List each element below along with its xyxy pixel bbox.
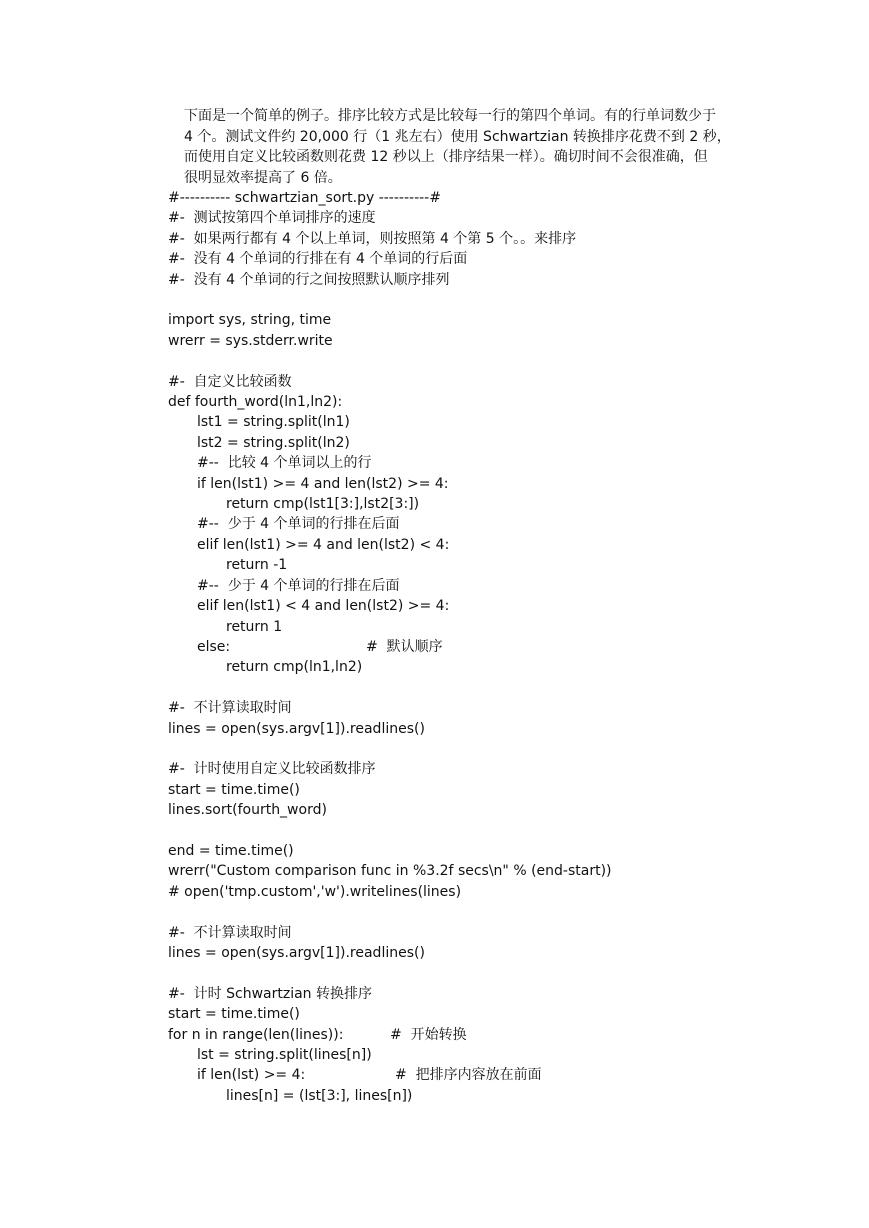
code-text: for n in range(len(lines)): xyxy=(168,1026,344,1043)
code-line xyxy=(168,249,828,269)
code-line xyxy=(168,780,828,800)
code-text: lst1 = string.split(ln1) xyxy=(197,414,350,431)
code-text: start = time.time() xyxy=(168,781,300,798)
code-line xyxy=(168,514,828,534)
code-text: #- 计时 Schwartzian 转换排序 xyxy=(168,985,373,1002)
code-text: #- 不计算读取时间 xyxy=(168,700,292,717)
code-line xyxy=(168,433,828,453)
code-text: end = time.time() xyxy=(168,842,294,859)
code-line xyxy=(168,229,828,249)
code-text: if len(lst1) >= 4 and len(lst2) >= 4: xyxy=(197,475,449,492)
blank-line xyxy=(168,351,828,371)
code-text: return cmp(lst1[3:],lst2[3:]) xyxy=(226,496,420,513)
code-text: #- 如果两行都有 4 个以上单词，则按照第 4 个第 5 个。。来排序 xyxy=(168,230,577,247)
code-text: elif len(lst1) < 4 and len(lst2) >= 4: xyxy=(197,598,450,615)
code-line xyxy=(168,392,828,412)
code-line xyxy=(168,494,828,514)
inline-comment: # 把排序内容放在前面 xyxy=(395,1067,542,1084)
code-line xyxy=(168,474,828,494)
intro-line: 而使用自定义比较函数则花费 12 秒以上（排序结果一样）。确切时间不会很准确，但 xyxy=(184,149,708,165)
code-line xyxy=(168,923,828,943)
code-text: elif len(lst1) >= 4 and len(lst2) < 4: xyxy=(197,536,450,553)
code-text: #- 自定义比较函数 xyxy=(168,373,292,390)
code-text: #- 测试按第四个单词排序的速度 xyxy=(168,210,376,227)
code-listing xyxy=(168,188,828,1106)
code-line xyxy=(168,882,828,902)
code-line xyxy=(168,331,828,351)
code-line xyxy=(168,984,828,1004)
code-text: # open('tmp.custom','w').writelines(lines) xyxy=(168,883,462,900)
intro-line: 下面是一个简单的例子。排序比较方式是比较每一行的第四个单词。有的行单词数少于 xyxy=(184,108,716,124)
code-line xyxy=(168,188,828,208)
code-text: #- 计时使用自定义比较函数排序 xyxy=(168,761,376,778)
blank-line xyxy=(168,290,828,310)
code-line xyxy=(168,943,828,963)
intro-paragraph xyxy=(184,106,744,188)
code-line xyxy=(168,861,828,881)
intro-line: 很明显效率提高了 6 倍。 xyxy=(184,169,342,186)
code-line xyxy=(168,637,828,657)
code-text: import sys, string, time xyxy=(168,312,332,329)
code-text: #- 没有 4 个单词的行之间按照默认顺序排列 xyxy=(168,271,450,288)
code-text: def fourth_word(ln1,ln2): xyxy=(168,394,343,411)
code-text: return 1 xyxy=(226,618,283,635)
code-text: if len(lst) >= 4: xyxy=(197,1067,306,1084)
code-text: else: xyxy=(197,638,231,655)
code-line xyxy=(168,1004,828,1024)
code-line xyxy=(168,1065,828,1085)
blank-line xyxy=(168,678,828,698)
code-text: lines[n] = (lst[3:], lines[n]) xyxy=(226,1087,413,1104)
code-text: wrerr = sys.stderr.write xyxy=(168,332,333,349)
code-text: lines = open(sys.argv[1]).readlines() xyxy=(168,720,425,737)
code-text: #---------- schwartzian_sort.py ----------# xyxy=(168,190,441,206)
blank-line xyxy=(168,902,828,922)
code-line xyxy=(168,270,828,290)
code-text: lst2 = string.split(ln2) xyxy=(197,434,350,451)
code-line xyxy=(168,657,828,677)
code-text: lst = string.split(lines[n]) xyxy=(197,1046,372,1063)
inline-comment: # 默认顺序 xyxy=(366,638,443,655)
code-line xyxy=(168,310,828,330)
code-line xyxy=(168,841,828,861)
code-line xyxy=(168,372,828,392)
code-line xyxy=(168,719,828,739)
blank-line xyxy=(168,739,828,759)
code-line xyxy=(168,617,828,637)
code-line xyxy=(168,208,828,228)
inline-comment: # 开始转换 xyxy=(390,1026,467,1043)
blank-line xyxy=(168,963,828,983)
code-line xyxy=(168,596,828,616)
code-line xyxy=(168,535,828,555)
code-line xyxy=(168,800,828,820)
code-line xyxy=(168,1025,828,1045)
code-line xyxy=(168,759,828,779)
code-line xyxy=(168,453,828,473)
blank-line xyxy=(168,821,828,841)
code-text: lines.sort(fourth_word) xyxy=(168,802,327,819)
code-text: #-- 少于 4 个单词的行排在后面 xyxy=(197,516,400,533)
code-text: return -1 xyxy=(226,557,288,574)
code-text: #- 不计算读取时间 xyxy=(168,924,292,941)
code-text: lines = open(sys.argv[1]).readlines() xyxy=(168,944,425,961)
code-text: return cmp(ln1,ln2) xyxy=(226,659,363,676)
code-text: wrerr("Custom comparison func in %3.2f secs\n" % (end-start)) xyxy=(168,863,612,880)
code-text: start = time.time() xyxy=(168,1006,300,1023)
code-text: #-- 少于 4 个单词的行排在后面 xyxy=(197,577,400,594)
code-line xyxy=(168,412,828,432)
code-line xyxy=(168,1086,828,1106)
code-line xyxy=(168,555,828,575)
code-text: #-- 比较 4 个单词以上的行 xyxy=(197,455,372,472)
code-line xyxy=(168,698,828,718)
code-line xyxy=(168,1045,828,1065)
code-text: #- 没有 4 个单词的行排在有 4 个单词的行后面 xyxy=(168,251,468,268)
code-line xyxy=(168,576,828,596)
intro-line: 4 个。测试文件约 20,000 行（1 兆左右）使用 Schwartzian 转换排序花费不到 2 秒， xyxy=(184,128,731,145)
